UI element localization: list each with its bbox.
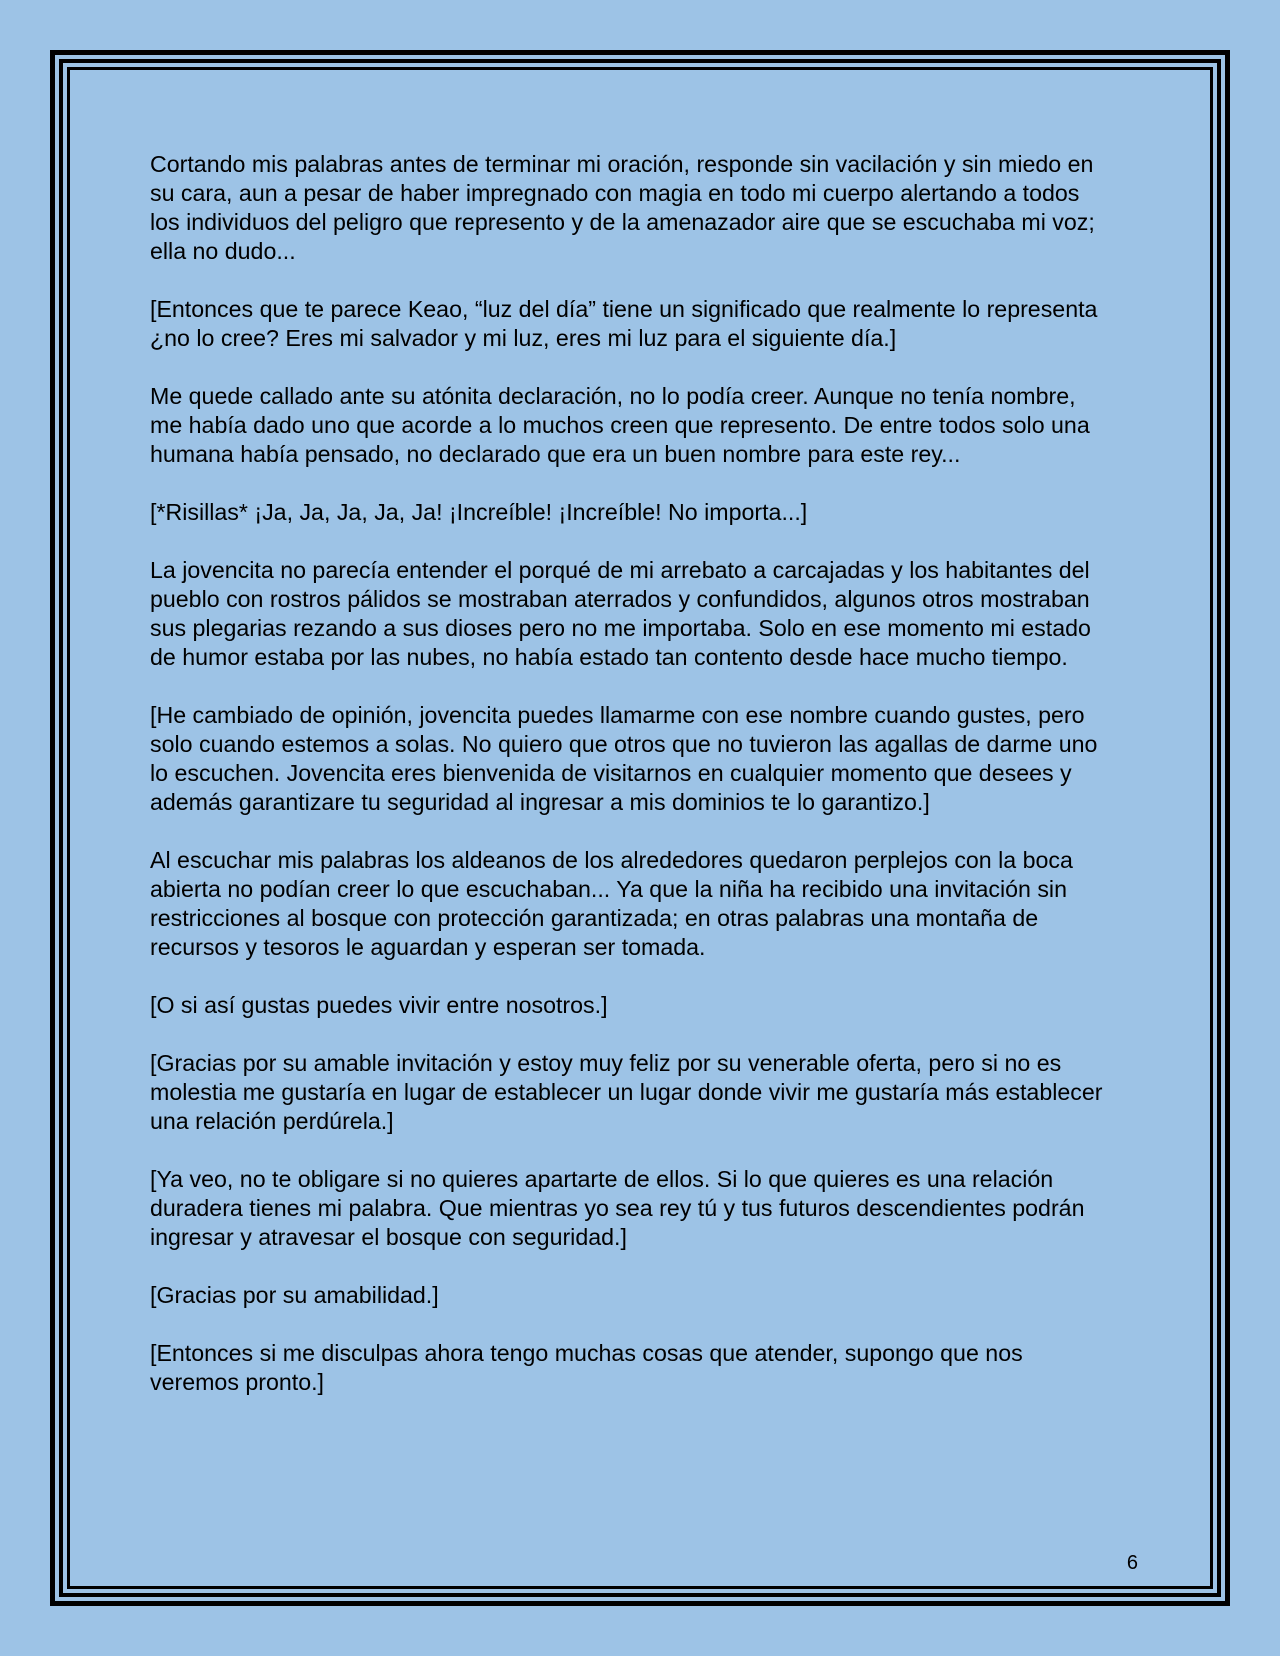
paragraph: [Gracias por su amabilidad.]: [150, 1282, 439, 1308]
paragraph: [O si así gustas puedes vivir entre nosotros.]: [150, 992, 608, 1018]
paragraph: [Gracias por su amable invitación y estoy muy feliz por su venerable oferta, pero si no es molestia me gustaría en lugar de establecer un lugar donde vivir me gustaría más establecer una relación perdúrela.]: [150, 1050, 1103, 1134]
paragraph: Al escuchar mis palabras los aldeanos de los alrededores quedaron perplejos con la boca abierta no podían creer lo que escuchaban... Ya que la niña ha recibido una invitación sin restricciones al bosque con protección garantizada; en otras palabras una montaña de recursos y tesoros le aguardan y esperan ser tomada.: [150, 847, 1073, 960]
paragraph: La jovencita no parecía entender el porqué de mi arrebato a carcajadas y los habitantes del pueblo con rostros pálidos se mostraban aterrados y confundidos, algunos otros mostraban sus plegarias rezando a sus dioses pero no me importaba. Solo en ese momento mi estado de humor estaba por las nubes, no había estado tan contento desde hace mucho tiempo.: [150, 557, 1091, 670]
paragraph: [*Risillas* ¡Ja, Ja, Ja, Ja, Ja! ¡Increíble! ¡Increíble! No importa...]: [150, 499, 808, 525]
paragraph: [He cambiado de opinión, jovencita puedes llamarme con ese nombre cuando gustes, pero solo cuando estemos a solas. No quiero que otros que no tuvieron las agallas de darme uno lo escuchen. Jovencita eres bienvenida de visitarnos en cualquier momento que desees y además garantizare tu seguridad al ingresar a mis dominios te lo garantizo.]: [150, 702, 1098, 815]
paragraph: [Entonces si me disculpas ahora tengo muchas cosas que atender, supongo que nos veremos pronto.]: [150, 1340, 1023, 1395]
paragraph: [Ya veo, no te obligare si no quieres apartarte de ellos. Si lo que quieres es una relación duradera tienes mi palabra. Que mientras yo sea rey tú y tus futuros descendientes podrán ingresar y atravesar el bosque con seguridad.]: [150, 1166, 1085, 1250]
page-body: [150, 150, 1110, 1426]
page-number: 6: [1126, 1552, 1138, 1574]
paragraph: Cortando mis palabras antes de terminar mi oración, responde sin vacilación y sin miedo en su cara, aun a pesar de haber impregnado con magia en todo mi cuerpo alertando a todos los individuos del peligro que represento y de la amenazador aire que se escuchaba mi voz; ella no dudo...: [150, 151, 1095, 264]
paragraph: Me quede callado ante su atónita declaración, no lo podía creer. Aunque no tenía nombre, me había dado uno que acorde a lo muchos creen que represento. De entre todos solo una humana había pensado, no declarado que era un buen nombre para este rey...: [150, 383, 1090, 467]
paragraph: [Entonces que te parece Keao, “luz del día” tiene un significado que realmente lo representa ¿no lo cree? Eres mi salvador y mi luz, eres mi luz para el siguiente día.]: [150, 296, 1098, 351]
